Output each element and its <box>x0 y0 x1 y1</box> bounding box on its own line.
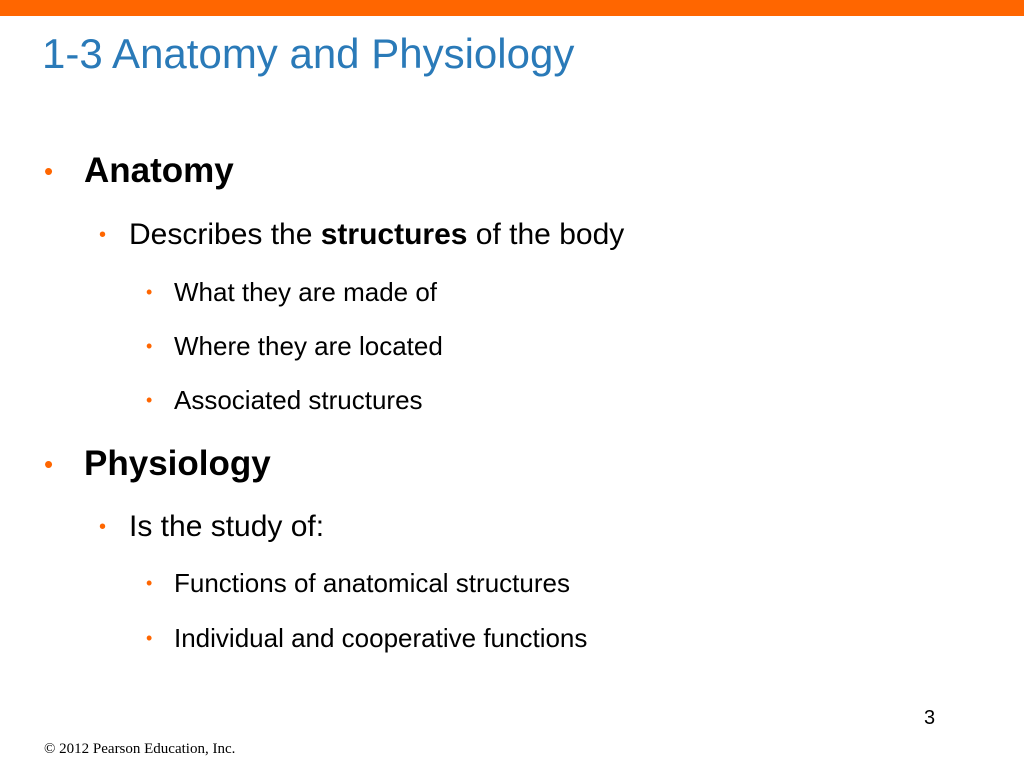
bullet-icon: • <box>146 390 153 410</box>
bullet-made-of <box>146 276 438 308</box>
bullet-physiology-text: Physiology <box>84 444 271 483</box>
bullet-study-of <box>99 509 325 545</box>
bullet-associated <box>146 384 423 416</box>
bullet-icon: • <box>99 516 107 538</box>
bullet-physiology <box>44 444 271 484</box>
bullet-text: Where they are located <box>174 331 443 361</box>
emphasis-structures: structures <box>320 218 468 251</box>
bullet-anatomy <box>44 151 234 191</box>
copyright-text: 2012 Pearson Education, Inc. <box>59 741 236 757</box>
copyright-footer <box>44 739 235 759</box>
top-accent-bar <box>0 0 1024 16</box>
bullet-text: Is the study of: <box>129 510 325 543</box>
bullet-anatomy-text: Anatomy <box>84 151 234 190</box>
bullet-individual-cooperative <box>146 622 588 654</box>
bullet-describes-structures <box>99 217 625 253</box>
bullet-icon: • <box>44 449 54 479</box>
bullet-icon: • <box>146 282 153 302</box>
bullet-icon: • <box>146 573 153 593</box>
text-segment: of the body <box>467 218 625 251</box>
bullet-text: What they are made of <box>174 277 438 307</box>
bullet-icon: • <box>99 224 107 246</box>
bullet-located <box>146 330 443 362</box>
text-segment: Describes the <box>129 218 321 251</box>
copyright-icon: © <box>44 741 56 757</box>
bullet-text: Individual and cooperative functions <box>174 623 588 653</box>
page-number: 3 <box>924 707 936 729</box>
bullet-text: Functions of anatomical structures <box>174 568 570 598</box>
slide-title: 1-3 Anatomy and Physiology <box>42 30 575 77</box>
bullet-functions-anatomical <box>146 567 570 599</box>
bullet-icon: • <box>44 156 54 186</box>
bullet-icon: • <box>146 336 153 356</box>
bullet-icon: • <box>146 628 153 648</box>
bullet-text: Associated structures <box>174 385 423 415</box>
